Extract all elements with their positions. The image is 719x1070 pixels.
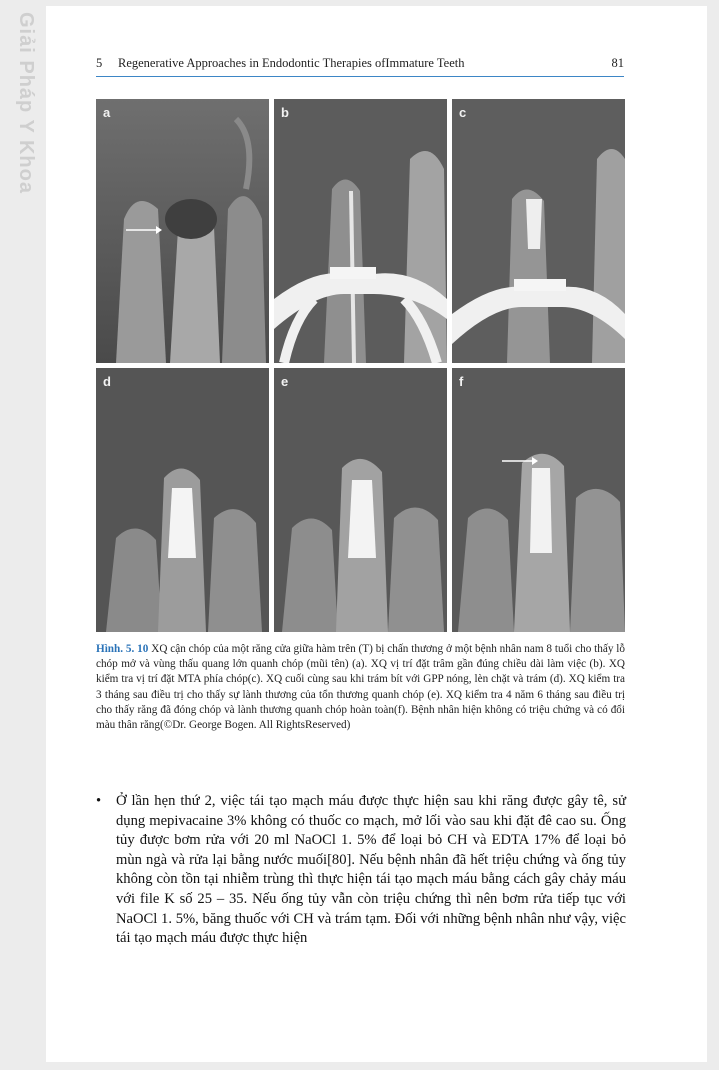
radiograph-panel-c xyxy=(452,99,625,363)
document-page xyxy=(46,6,707,1062)
xray-image-c xyxy=(452,99,625,363)
bullet-marker: • xyxy=(96,793,102,809)
xray-image-a xyxy=(96,99,269,363)
panel-letter-e: e xyxy=(281,374,289,389)
body-paragraph: Ở lần hẹn thứ 2, việc tái tạo mạch máu được thực hiện sau khi răng được gây tê, sử dụng mepivacaine 3% không có thuốc co mạch, mở lối vào sau khi đặt đê cao su. Ống tủy được bơm rửa với 20 ml NaOCl 1. 5% để loại bỏ CH và EDTA 17% để loại bỏ mùn ngà và rửa lại bằng nước muối[80]. Nếu bệnh nhân đã hết triệu chứng và ống tủy không còn tồn tại nhiễm trùng thì thực hiện tái tạo mạch máu bằng cách gây chảy máu với file K số 25 – 35. Nếu ống tủy vẫn còn triệu chứng thì nên bơm rửa tiếp tục với NaOCl 1. 5%, băng thuốc với CH và trám tạm. Đối với những bệnh nhân như vậy, việc tái tạo mạch máu được thực hiện xyxy=(116,793,626,947)
caption-text: XQ cận chóp của một răng cửa giữa hàm trên (T) bị chấn thương ở một bệnh nhân nam 8 tuổi cho thấy lỗ chóp mở và vùng thấu quang lớn quanh chóp (mũi tên) (a). XQ vị trí đặt trâm gần đúng chiều dài làm việc (b). XQ kiểm tra vị trí đặt MTA phía chóp(c). XQ cuối cùng sau khi trám bít với GPP nóng, lèn chặt và trám (d). XQ kiểm tra 3 tháng sau điều trị cho thấy sự lành thương của tổn thương quanh chóp (e). XQ kiểm tra 4 năm 6 tháng sau điều trị cho thấy răng đã đóng chóp và lành thương quanh chóp hoàn toàn(f). Bệnh nhân hiện không có triệu chứng và có đổi màu thân răng(©Dr. George Bogen. All RightsReserved) xyxy=(96,643,625,732)
panel-letter-b: b xyxy=(281,105,289,120)
radiograph-panel-b xyxy=(274,99,447,363)
radiograph-panel-d xyxy=(96,368,269,632)
radiograph-panel-e xyxy=(274,368,447,632)
radiograph-figure xyxy=(96,99,625,633)
xray-image-d xyxy=(96,368,269,632)
page-number: 81 xyxy=(611,56,624,70)
figure-caption xyxy=(96,642,625,733)
chapter-title: Regenerative Approaches in Endodontic Therapies ofImmature Teeth xyxy=(118,56,465,70)
figure-label: Hình. 5. 10 xyxy=(96,643,149,655)
chapter-number: 5 xyxy=(96,56,103,70)
panel-letter-a: a xyxy=(103,105,111,120)
panel-letter-c: c xyxy=(459,105,467,120)
body-bullet-item xyxy=(96,792,626,949)
panel-letter-f: f xyxy=(459,374,464,389)
header-divider xyxy=(96,76,624,77)
xray-image-f xyxy=(452,368,625,632)
xray-image-b xyxy=(274,99,447,363)
panel-letter-d: d xyxy=(103,374,111,389)
radiograph-panel-f xyxy=(452,368,625,632)
watermark-text: Giải Pháp Y Khoa xyxy=(15,12,37,194)
radiograph-panel-a xyxy=(96,99,269,363)
xray-image-e xyxy=(274,368,447,632)
